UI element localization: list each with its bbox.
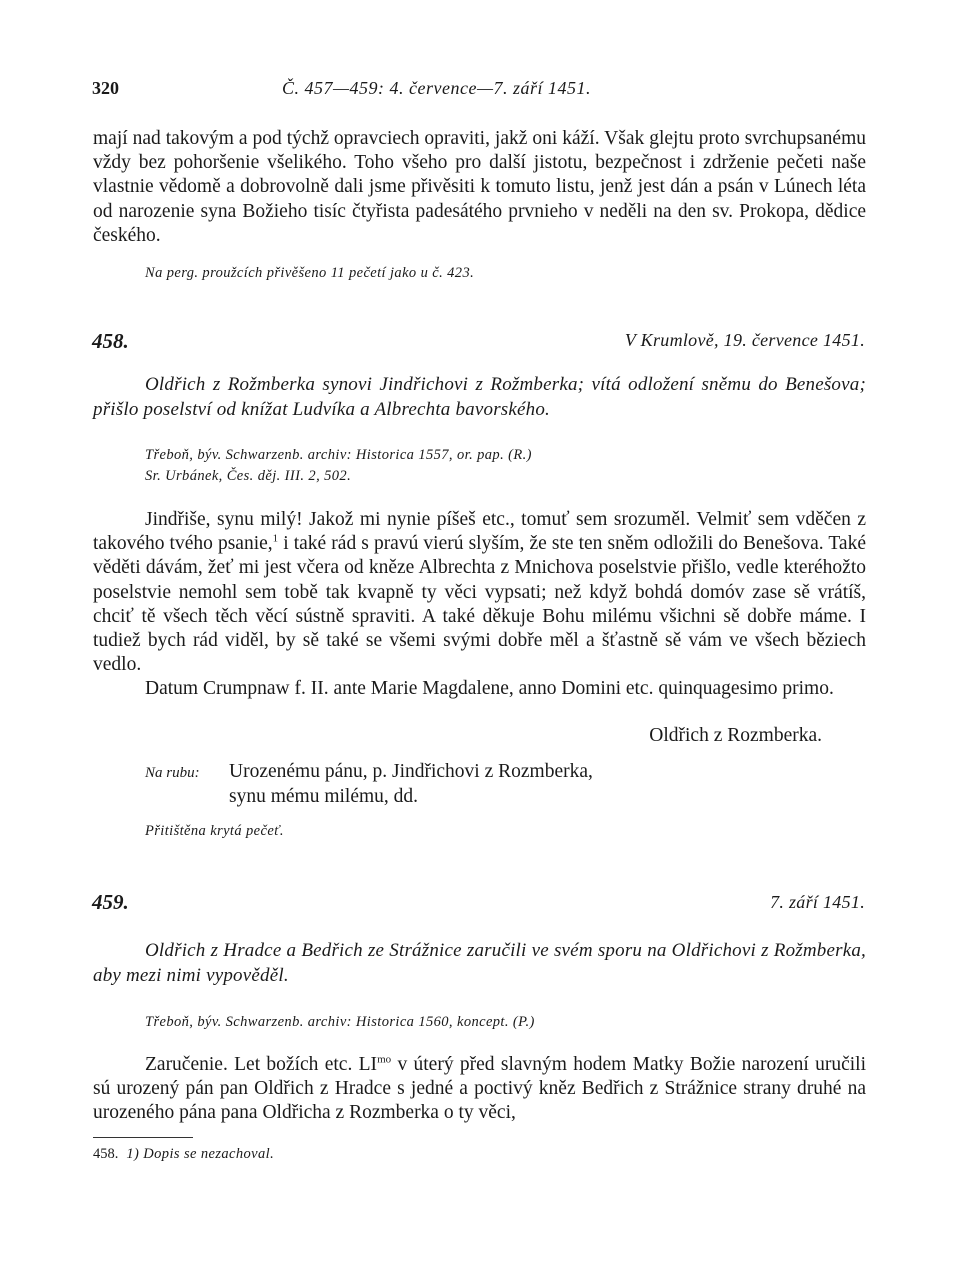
regest-459: Oldřich z Hradce a Bedřich ze Strážnice zaručili ve svém sporu na Oldřichovi z Rožmberka, aby mezi nimi vypověděl.	[93, 940, 866, 986]
address-label: Na rubu:	[145, 765, 200, 781]
document-number-459: 459.	[92, 890, 129, 914]
regest-458-block	[93, 372, 866, 422]
letter-body-458-block	[93, 508, 866, 702]
address-line-2: synu mému milému, dd.	[229, 786, 419, 807]
letter-body-458	[93, 508, 866, 677]
seal-note-458: Přitištěna krytá pečeť.	[145, 823, 284, 839]
source-458: Třeboň, býv. Schwarzenb. archiv: Historica 1557, or. pap. (R.)	[145, 447, 532, 463]
footnote-marker: 1	[272, 532, 279, 545]
continuation-text-block	[93, 127, 866, 248]
document-date-459: 7. září 1451.	[770, 892, 865, 912]
superscript-mo: mo	[377, 1053, 392, 1066]
literature-458: Sr. Urbánek, Čes. děj. III. 2, 502.	[145, 468, 352, 484]
body-459-block	[93, 1053, 866, 1126]
body-459	[93, 1053, 866, 1126]
letter-body-part2: i také rád s pravú vierú slyším, že ste ten sněm odložili do Benešova. Také věděti dávám, žeť mi jest včera od kněze Albrechta z Mnichova poselstvie přišlo, vedle kteréhožto poselstvie nemohl sem tobě tak kvapně ty věci vypsati; než když bohdá domóv zase sě vrátíš, chciť tě všech těch věcí sústně spraviti. A také děkuje Bohu milému všichni sě dobře máme. I tudiež bych rád viděl, by sě také se všemi svými dobře měl a šťastně sě vám ve všech běziech vedlo.	[93, 533, 866, 676]
page-number: 320	[92, 78, 119, 98]
footnote-text: 1) Dopis se nezachoval.	[126, 1146, 275, 1162]
source-459: Třeboň, býv. Schwarzenb. archiv: Historica 1560, koncept. (P.)	[145, 1014, 535, 1030]
regest-459-block	[93, 938, 866, 988]
footnote-ref: 458.	[93, 1146, 119, 1162]
address-line-1: Urozenému pánu, p. Jindřichovi z Rozmberka,	[229, 761, 593, 782]
continuation-paragraph: mají nad takovým a pod týchž opravciech opraviti, jakž oni káží. Však glejtu proto svrchupsanému vždy bez pohoršenie všelikého. Toho všeho pro další jistotu, bezpečnost i zdrženie pečeti naše vlastnie vědomě a dobrovolně dali jsme přivěsiti k tomuto listu, jenž jest dán a psán v Lúnech léta od narozenie syna Božieho tisíc čtyřista padesátého prvnieho v neděli na den sv. Prokopa, dědice českého.	[93, 128, 866, 246]
body-459-start: Zaručenie. Let božích etc. LI	[145, 1054, 378, 1075]
page-header	[92, 78, 868, 102]
body-459-rest: v úterý před slavným hodem Matky Božie narození uručili sú urozený pán pan Oldřich z Hradce s jedné a poctivý kněz Bedřich z Strážnice strany druhé na urozeného pána pana Oldřicha z Rozmberka o ty věci,	[93, 1054, 866, 1124]
regest-458: Oldřich z Rožmberka synovi Jindřichovi z Rožmberka; vítá odložení sněmu do Benešova; přišlo poselství od knížat Ludvíka a Albrechta bavorského.	[93, 374, 866, 420]
letter-body-part1: Jindřiše, synu milý! Jakož mi nynie píšeš etc., tomuť sem srozuměl. Velmiť sem vděčen z takového tvého psanie,	[93, 509, 866, 555]
footnote	[93, 1146, 274, 1163]
letter-dating-458: Datum Crumpnaw f. II. ante Marie Magdalene, anno Domini etc. quinquagesimo primo.	[145, 678, 834, 700]
seal-note: Na perg. proužcích přivěšeno 11 pečetí jako u č. 423.	[145, 265, 475, 281]
footnote-rule	[93, 1137, 193, 1138]
running-head: Č. 457—459: 4. července—7. září 1451.	[282, 78, 591, 98]
letter-signature: Oldřich z Rozmberka.	[649, 725, 822, 746]
document-date-458: V Krumlově, 19. července 1451.	[624, 330, 865, 350]
document-number-458: 458.	[92, 329, 129, 353]
